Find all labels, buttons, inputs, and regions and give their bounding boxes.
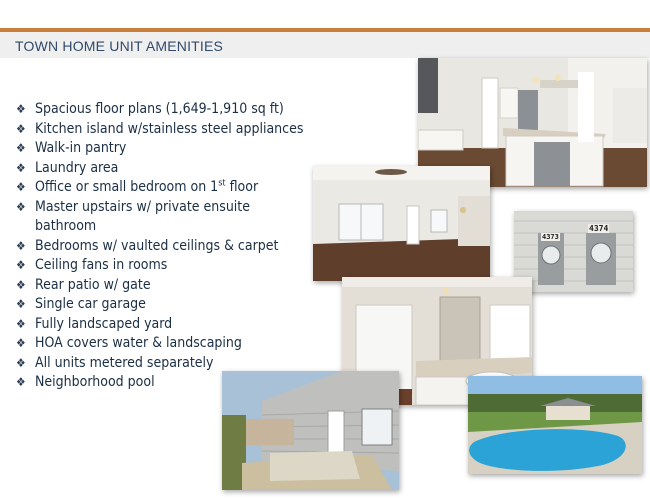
list-item: [16, 237, 316, 257]
diamond-bullet-icon: ❖: [16, 102, 26, 116]
amenity-text: [35, 178, 258, 198]
meter-label-left: 4373: [542, 233, 559, 241]
amenity-text: All units metered separately: [35, 354, 214, 371]
list-item: [16, 139, 316, 159]
list-item: [16, 178, 316, 198]
list-item: [16, 256, 316, 276]
amenity-text: Ceiling fans in rooms: [35, 257, 168, 273]
amenity-text: Fully landscaped yard: [35, 315, 173, 332]
patio-exterior-photo: [222, 371, 399, 490]
amenity-text: HOA covers water & landscaping: [35, 335, 242, 351]
neighborhood-pool-photo: [468, 376, 642, 474]
diamond-bullet-icon: ❖: [16, 141, 26, 155]
diamond-bullet-icon: ❖: [16, 277, 26, 292]
amenity-text: Kitchen island w/stainless steel appliances: [35, 120, 304, 137]
diamond-bullet-icon: ❖: [16, 336, 26, 350]
list-item: [16, 198, 316, 237]
list-item: [16, 120, 316, 140]
amenity-text-main: Office or small bedroom on 1: [35, 179, 219, 195]
amenity-text: Bedrooms w/ vaulted ceilings & carpet: [35, 237, 279, 254]
diamond-bullet-icon: ❖: [16, 160, 26, 175]
amenity-text: Laundry area: [35, 159, 119, 176]
amenity-text: Rear patio w/ gate: [35, 276, 151, 293]
list-item: [16, 315, 316, 335]
amenity-text: Spacious floor plans (1,649-1,910 sq ft): [35, 101, 284, 117]
diamond-bullet-icon: ❖: [16, 238, 26, 253]
page-title: TOWN HOME UNIT AMENITIES: [15, 38, 224, 54]
list-item: [16, 100, 316, 120]
list-item: [16, 295, 316, 315]
diamond-bullet-icon: ❖: [16, 199, 26, 214]
diamond-bullet-icon: ❖: [16, 375, 26, 389]
diamond-bullet-icon: ❖: [16, 258, 26, 272]
amenity-text-suffix: floor: [225, 179, 259, 195]
list-item: [16, 334, 316, 354]
amenity-text: Neighborhood pool: [35, 374, 155, 390]
amenity-text: Master upstairs w/ private ensuite bathroom: [35, 198, 250, 234]
amenity-text: Single car garage: [35, 296, 146, 312]
amenity-text: Walk-in pantry: [35, 140, 127, 156]
amenities-list: [16, 100, 316, 393]
diamond-bullet-icon: ❖: [16, 121, 26, 136]
diamond-bullet-icon: ❖: [16, 355, 26, 370]
living-room-photo: [313, 166, 490, 281]
diamond-bullet-icon: ❖: [16, 316, 26, 331]
list-item: [16, 159, 316, 179]
list-item: [16, 276, 316, 296]
ordinal-superscript: st: [218, 178, 226, 189]
diamond-bullet-icon: ❖: [16, 297, 26, 311]
meter-label-right: 4374: [589, 224, 609, 233]
diamond-bullet-icon: ❖: [16, 180, 26, 194]
